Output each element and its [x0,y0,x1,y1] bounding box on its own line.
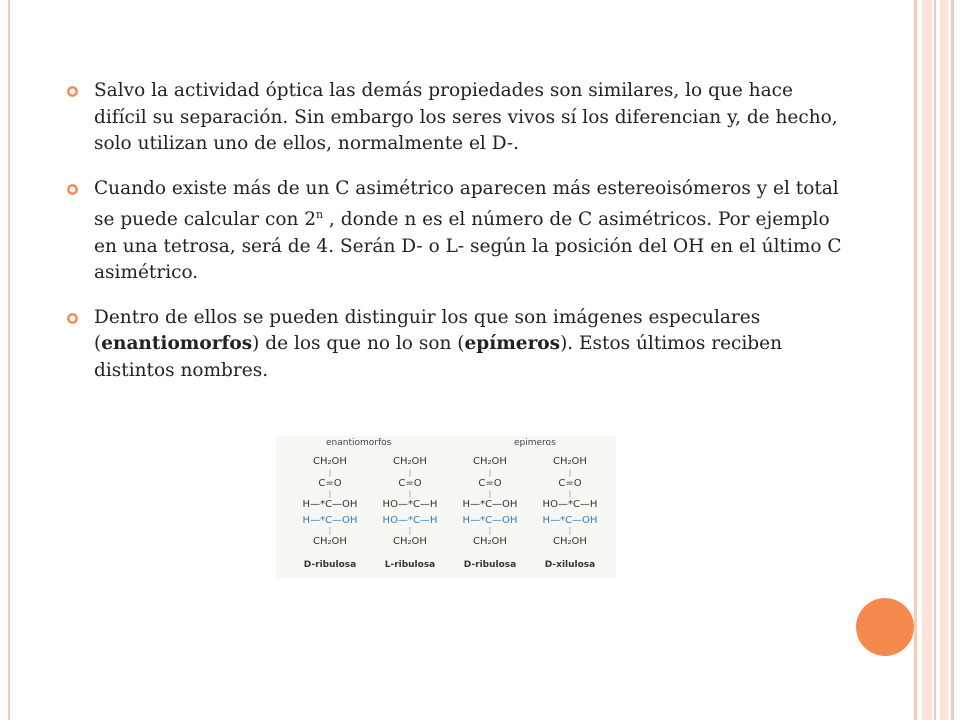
bond-line: | [568,467,572,477]
bullet-item [64,78,844,158]
asymmetric-carbon: H—*C—OH [302,514,358,526]
carbonyl-group: C=O [478,477,502,489]
asymmetric-carbon: H—*C—OH [462,514,518,526]
asymmetric-carbon: HO—*C—H [382,514,438,526]
ch2oh-group: CH₂OH [313,456,347,467]
bold-term: epímeros [464,333,561,355]
asymmetric-carbon: H—*C—OH [462,499,518,510]
superscript-n: n [316,208,324,221]
decorative-orange-circle [856,598,914,656]
ring-bullet-icon [66,183,79,196]
stereoisomer-figure [276,436,616,578]
stripe [934,0,936,720]
bond-line: | [328,489,332,498]
bond-line: | [568,526,572,535]
molecule-name: D-ribulosa [463,560,517,570]
molecule-structure [530,454,610,550]
asymmetric-carbon: HO—*C—H [382,499,438,510]
bond-line: | [488,467,492,477]
stripe [951,0,954,720]
bond-line: | [408,526,412,535]
asymmetric-carbon: H—*C—OH [542,514,598,526]
bullet-text: ) de los que no lo son ( [252,333,465,355]
slide-content [64,78,844,402]
ring-bullet-icon [66,85,79,98]
bullet-text: Dentro de ellos se pueden distinguir los que son imágenes especulares ( [94,306,761,355]
stripe [922,0,932,720]
bond-line: | [328,526,332,535]
molecule-structure [370,454,450,550]
asymmetric-carbon: HO—*C—H [542,499,598,510]
ch2oh-group: CH₂OH [393,536,427,547]
asymmetric-carbon: H—*C—OH [302,499,358,510]
carbonyl-group: C=O [318,477,342,489]
bond-line: | [408,467,412,477]
stripe [914,0,917,720]
ch2oh-group: CH₂OH [313,536,347,547]
bullet-text: , donde n es el número de C asimétricos. Por ejemplo en una tetrosa, será de 4. Serán D- o L- según la posición del OH en el último C asimétrico. [94,209,842,284]
molecule-structure [290,454,370,550]
bold-term: enantiomorfos [101,333,253,355]
bullet-text: Cuando existe más de un C asimétrico aparecen más estereoisómeros y el total se puede calcular con 2 [94,177,839,231]
bond-line: | [408,489,412,498]
molecule-name: D-ribulosa [303,560,357,570]
bond-line: | [568,489,572,498]
bond-line: | [488,526,492,535]
ch2oh-group: CH₂OH [473,456,507,467]
ch2oh-group: CH₂OH [473,536,507,547]
left-frame-line [8,0,10,720]
bullet-text: Salvo la actividad óptica las demás propiedades son similares, lo que hace difícil su separación. Sin embargo los seres vivos sí los diferencian y, de hecho, solo utilizan uno de ellos, normalmente el D-. [94,80,838,154]
molecule-structure [450,454,530,550]
stripe [940,0,948,720]
bullet-item [64,176,844,287]
carbonyl-group: C=O [558,477,582,489]
bond-line: | [488,489,492,498]
figure-heading-epimeros: epimeros [514,438,556,448]
molecule-name: D-xilulosa [544,560,596,570]
ch2oh-group: CH₂OH [553,536,587,547]
figure-heading-enantiomorfos: enantiomorfos [326,438,392,448]
bullet-text: ). Estos últimos reciben distintos nombres. [94,333,783,381]
decorative-stripes [914,0,960,720]
ch2oh-group: CH₂OH [393,456,427,467]
carbonyl-group: C=O [398,477,422,489]
ring-bullet-icon [66,312,79,325]
molecule-name: L-ribulosa [384,560,436,570]
bond-line: | [328,467,332,477]
bullet-item [64,305,844,385]
ch2oh-group: CH₂OH [553,456,587,467]
